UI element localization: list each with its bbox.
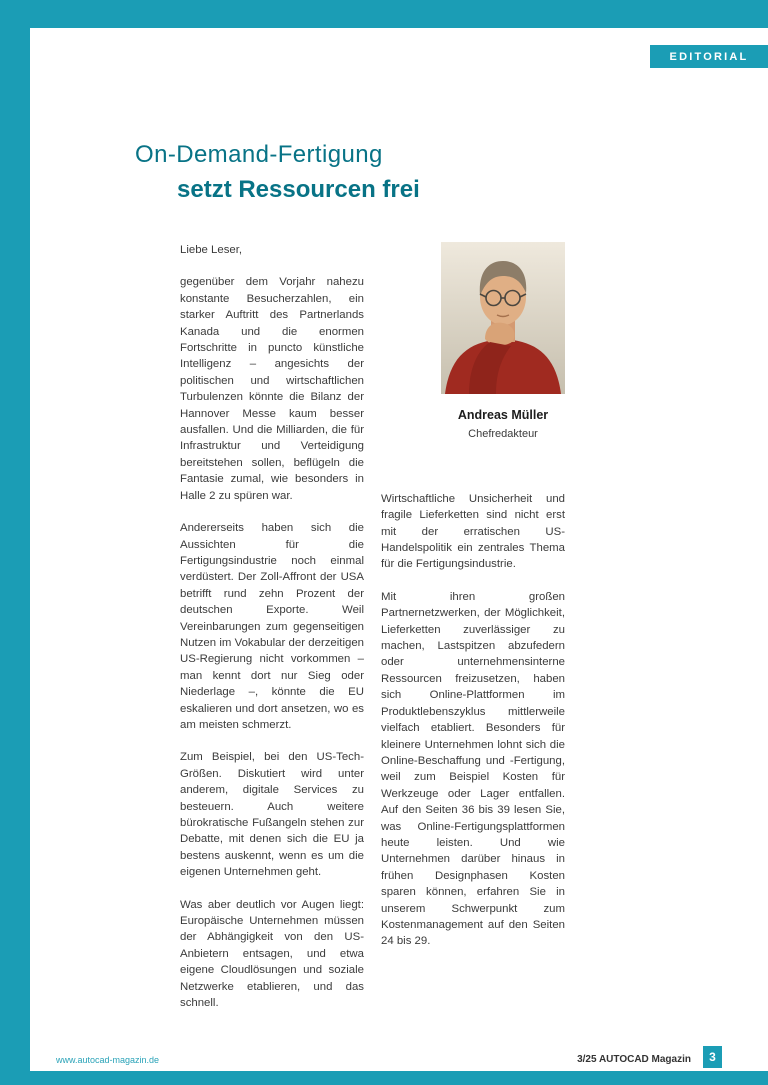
top-border bbox=[0, 0, 768, 28]
left-column bbox=[180, 242, 364, 1027]
footer-website-link[interactable]: www.autocad-magazin.de bbox=[56, 1055, 160, 1065]
page-title-line2: setzt Ressourcen frei bbox=[177, 176, 420, 203]
footer-issue-label: 3/25 AUTOCAD Magazin bbox=[577, 1054, 691, 1065]
editorial-label: EDITORIAL bbox=[650, 45, 768, 68]
paragraph: Wirtschaftliche Unsicherheit und fragile Lieferketten sind nicht erst mit der erratischen US-Handelspolitik ein zentrales Thema für die Fertigungsindustrie. bbox=[381, 492, 565, 571]
page-footer bbox=[30, 1044, 768, 1071]
author-caption bbox=[441, 407, 565, 443]
article-body bbox=[180, 242, 565, 1027]
paragraph: Was aber deutlich vor Augen liegt: Europäische Unternehmen müssen der Abhängigkeit von den US-Anbietern entsagen, und etwa eigene Cloudlösungen und soziale Netzwerke etablieren, und das schnell. bbox=[180, 898, 364, 1010]
paragraph: Andererseits haben sich die Aussichten für die Fertigungsindustrie noch einmal verdüstert. Der Zoll-Affront der USA betrifft rund zehn Prozent der deutschen Exporte. Weil Vereinbarungen zum gegenseitigen Nutzen im Vokabular der derzeitigen US-Regierung nicht vorkommen – man kennt dort nur Sieg oder Niederlage –, könnte die EU eskalieren und dort ansetzen, wo es am meisten schmerzt. bbox=[180, 522, 364, 731]
author-role: Chefredakteur bbox=[468, 428, 538, 441]
portrait-photo bbox=[441, 242, 565, 394]
right-column bbox=[381, 242, 565, 1027]
page-number-badge: 3 bbox=[703, 1046, 722, 1068]
paragraph: Zum Beispiel, bei den US-Tech-Größen. Diskutiert wird unter anderem, digitale Services zu besteuern. Auch weitere bürokratische Fußangeln stehen zur Debatte, mit denen sich die EU ja bestens auskennt, wenn es um die eigenen Unternehmen geht. bbox=[180, 751, 364, 879]
page-title-line1: On-Demand-Fertigung bbox=[135, 141, 383, 168]
paragraph: Mit ihren großen Partnernetzwerken, der Möglichkeit, Lieferketten zuverlässiger zu machen, Lastspitzen abzufedern oder unternehmensinterne Ressourcen freizusetzen, haben sich Online-Plattformen im Produktlebenszyklus mittlerweile vielfach etabliert. Besonders für kleinere Unternehmen lohnt sich die Online-Beschaffung und -Fertigung, weil zum Beispiel Kosten für Werkzeuge oder Lager entfallen. Auf den Seiten 36 bis 39 lesen Sie, was Online-Fertigungsplattformen heute leisten. Und wie Unternehmen darüber hinaus in frühen Designphasen Kosten sparen können, erfahren Sie in unserem Schwerpunkt zum Kostenmanagement auf den Seiten 24 bis 29. bbox=[381, 590, 565, 948]
left-border bbox=[0, 0, 30, 1085]
page-title bbox=[135, 141, 420, 204]
author-name: Andreas Müller bbox=[457, 408, 549, 422]
bottom-border bbox=[0, 1071, 768, 1085]
paragraph: gegenüber dem Vorjahr nahezu konstante Besucherzahlen, ein starker Auftritt des Partnerlands Kanada und die enormen Fortschritte in puncto künstliche Intelligenz – angesichts der politischen und wirtschaftlichen Turbulenzen könnte die Bilanz der Hannover Messe kaum besser ausfallen. Und die Milliarden, die für Infrastruktur und Verteidigung bereitstehen sollen, beflügeln die Fantasie zumal, wie besonders in Halle 2 zu spüren war. bbox=[180, 276, 364, 502]
author-figure bbox=[381, 242, 565, 443]
salutation: Liebe Leser, bbox=[180, 244, 243, 256]
